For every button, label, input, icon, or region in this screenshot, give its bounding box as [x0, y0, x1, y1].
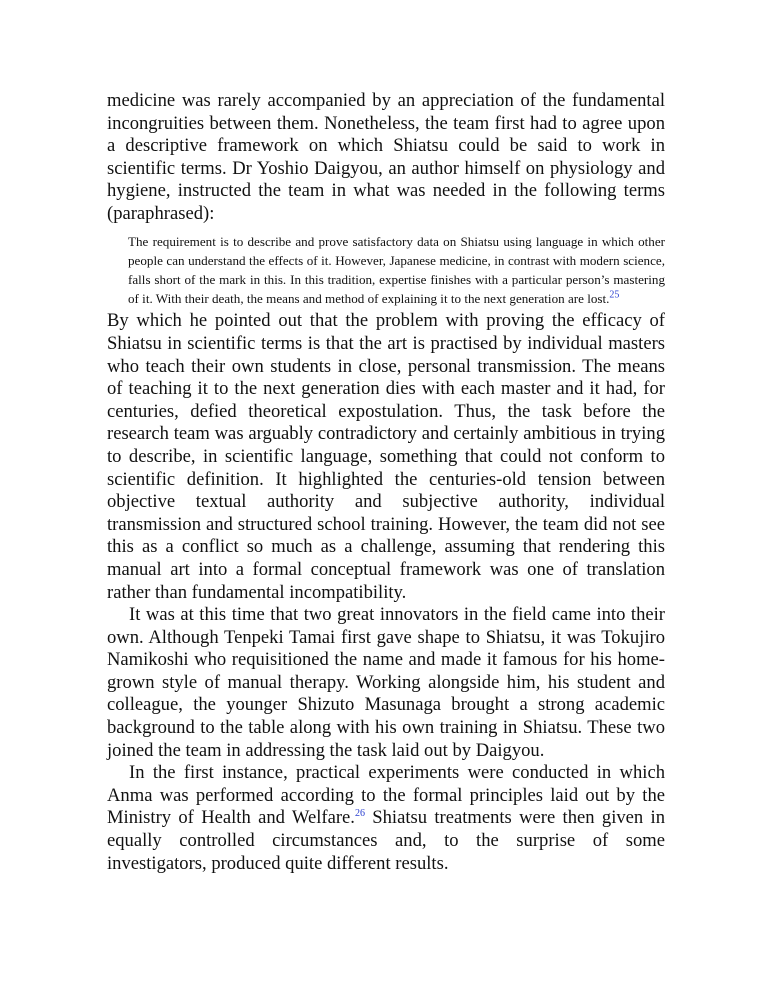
- paragraph-text: Shiatsu treatments were then given in equally controlled circumstances and, to the surprise of some investigators, produced quite different results.: [107, 807, 665, 874]
- body-paragraph: [107, 604, 665, 762]
- block-quote: [128, 232, 665, 309]
- footnote-marker[interactable]: 26: [354, 808, 365, 820]
- document-page: [107, 90, 665, 875]
- body-paragraph: [107, 762, 665, 875]
- paragraph-text: By which he pointed out that the problem with proving the efficacy of Shiatsu in scientific terms is that the art is practised by individual masters who teach their own students in close, personal transmission. The means of teaching it to the next generation dies with each master and it had, for centuries, defied theoretical expostulation. Thus, the task before the research team was arguably contradictory and certainly ambitious in trying to describe, in scientific language, something that could not conform to scientific definition. It highlighted the centuries-old tension between objective textual authority and subjective authority, individual transmission and structured school training. However, the team did not see this as a conflict so much as a challenge, assuming that rendering this manual art into a formal conceptual framework was one of translation rather than fundamental incompatibility.: [107, 310, 665, 603]
- body-paragraph: [107, 310, 665, 604]
- paragraph-text: It was at this time that two great innovators in the field came into their own. Although Tenpeki Tamai first gave shape to Shiatsu, it was Tokujiro Namikoshi who requisitioned the name and made it famous for his home-grown style of manual therapy. Working alongside him, his student and colleague, the younger Shizuto Masunaga brought a strong academic background to the table along with his own training in Shiatsu. These two joined the team in addressing the task laid out by Daigyou.: [107, 604, 665, 761]
- paragraph-text: medicine was rarely accompanied by an appreciation of the fundamental incongruities between them. Nonetheless, the team first had to agree upon a descriptive framework on which Shiatsu could be said to work in scientific terms. Dr Yoshio Daigyou, an author himself on physiology and hygiene, instructed the team in what was needed in the following terms (paraphrased):: [107, 90, 665, 224]
- footnote-marker[interactable]: 25: [609, 289, 620, 301]
- quote-text: The requirement is to describe and prove satisfactory data on Shiatsu using language in which other people can understand the effects of it. However, Japanese medicine, in contrast with modern science, falls short of the mark in this. In this tradition, expertise finishes with a particular person’s mastering of it. With their death, the means and method of explaining it to the next generation are lost.: [128, 233, 665, 307]
- paragraph-text: In the first instance, practical experiments were conducted in which Anma was performed according to the formal principles laid out by the Ministry of Health and Welfare.: [107, 762, 665, 829]
- body-paragraph: [107, 90, 665, 226]
